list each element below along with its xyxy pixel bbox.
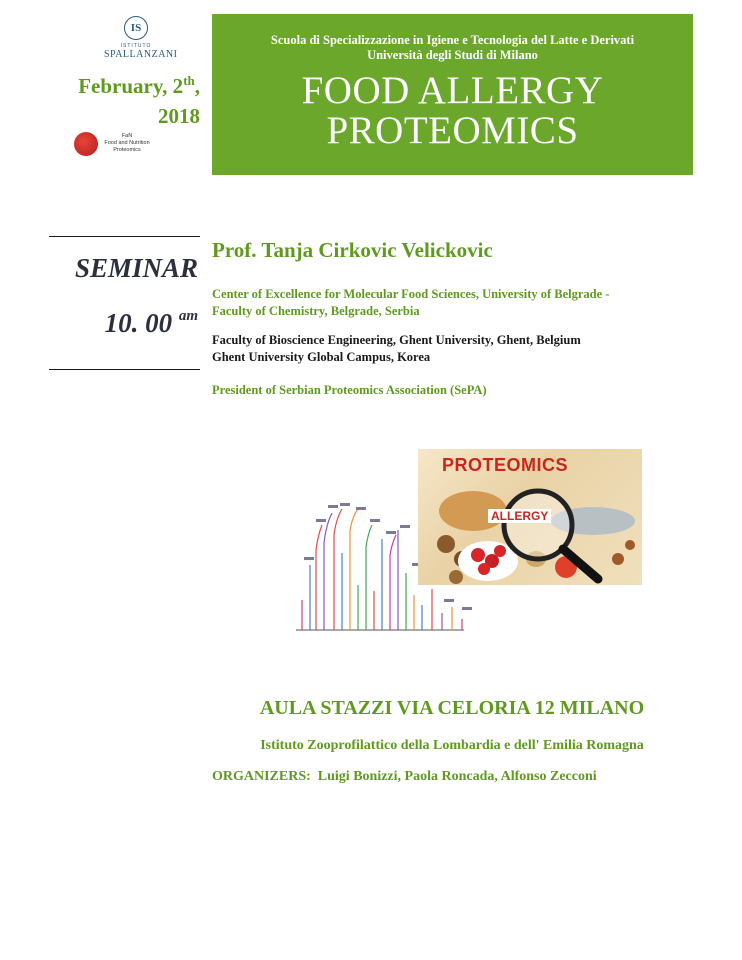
food-allergy-photo <box>418 449 642 585</box>
event-type: SEMINAR <box>74 253 198 283</box>
speaker-name: Prof. Tanja Cirkovic Velickovic <box>212 238 493 262</box>
spallanzani-emblem-icon: IS <box>124 16 148 40</box>
spallanzani-logo <box>104 16 178 60</box>
venue-location: AULA STAZZI VIA CELORIA 12 MILANO <box>259 697 645 719</box>
speaker-affiliation-3: President of Serbian Proteomics Association (SePA) <box>212 383 487 397</box>
organizers <box>212 769 597 785</box>
date-year: 2018 <box>158 104 200 128</box>
spallanzani-logo-name: SPALLANZANI <box>104 49 178 60</box>
speaker-affiliation-1: Center of Excellence for Molecular Food Sciences, University of Belgrade - Faculty of Chemistry, Belgrade, Serbia <box>212 287 610 318</box>
proteomics-label: PROTEOMICS <box>442 455 569 475</box>
organizers-label: ORGANIZERS: <box>212 769 311 784</box>
event-date <box>52 66 200 131</box>
date-month-day: February, 2 <box>78 74 184 98</box>
spallanzani-logo-small: ISTITUTO <box>120 43 152 49</box>
organizers-names: Luigi Bonizzi, Paola Roncada, Alfonso Zecconi <box>317 769 597 784</box>
venue-institute: Istituto Zooprofilattico della Lombardia e dell' Emilia Romagna <box>260 738 644 753</box>
date-comma: , <box>194 74 200 98</box>
allergy-label: ALLERGY <box>488 509 551 523</box>
fan-logo <box>74 130 174 160</box>
header-banner <box>212 14 693 175</box>
seminar-title: FOOD ALLERGY PROTEOMICS <box>301 69 604 152</box>
fan-logo-text: FaN Food and Nutrition Proteomics <box>104 133 150 153</box>
apple-icon <box>74 132 98 156</box>
event-time: 10. 00 $^{am}$ <box>104 308 198 338</box>
date-suffix: th <box>183 73 195 88</box>
school-name: Scuola di Specializzazione in Igiene e Tecnologia del Latte e Derivati Università degli Studi di Milano <box>270 33 635 62</box>
speaker-affiliation-2: Faculty of Bioscience Engineering, Ghent University, Ghent, Belgium Ghent University Global Campus, Korea <box>212 333 581 364</box>
divider-top <box>49 236 200 237</box>
divider-bottom <box>49 369 200 370</box>
